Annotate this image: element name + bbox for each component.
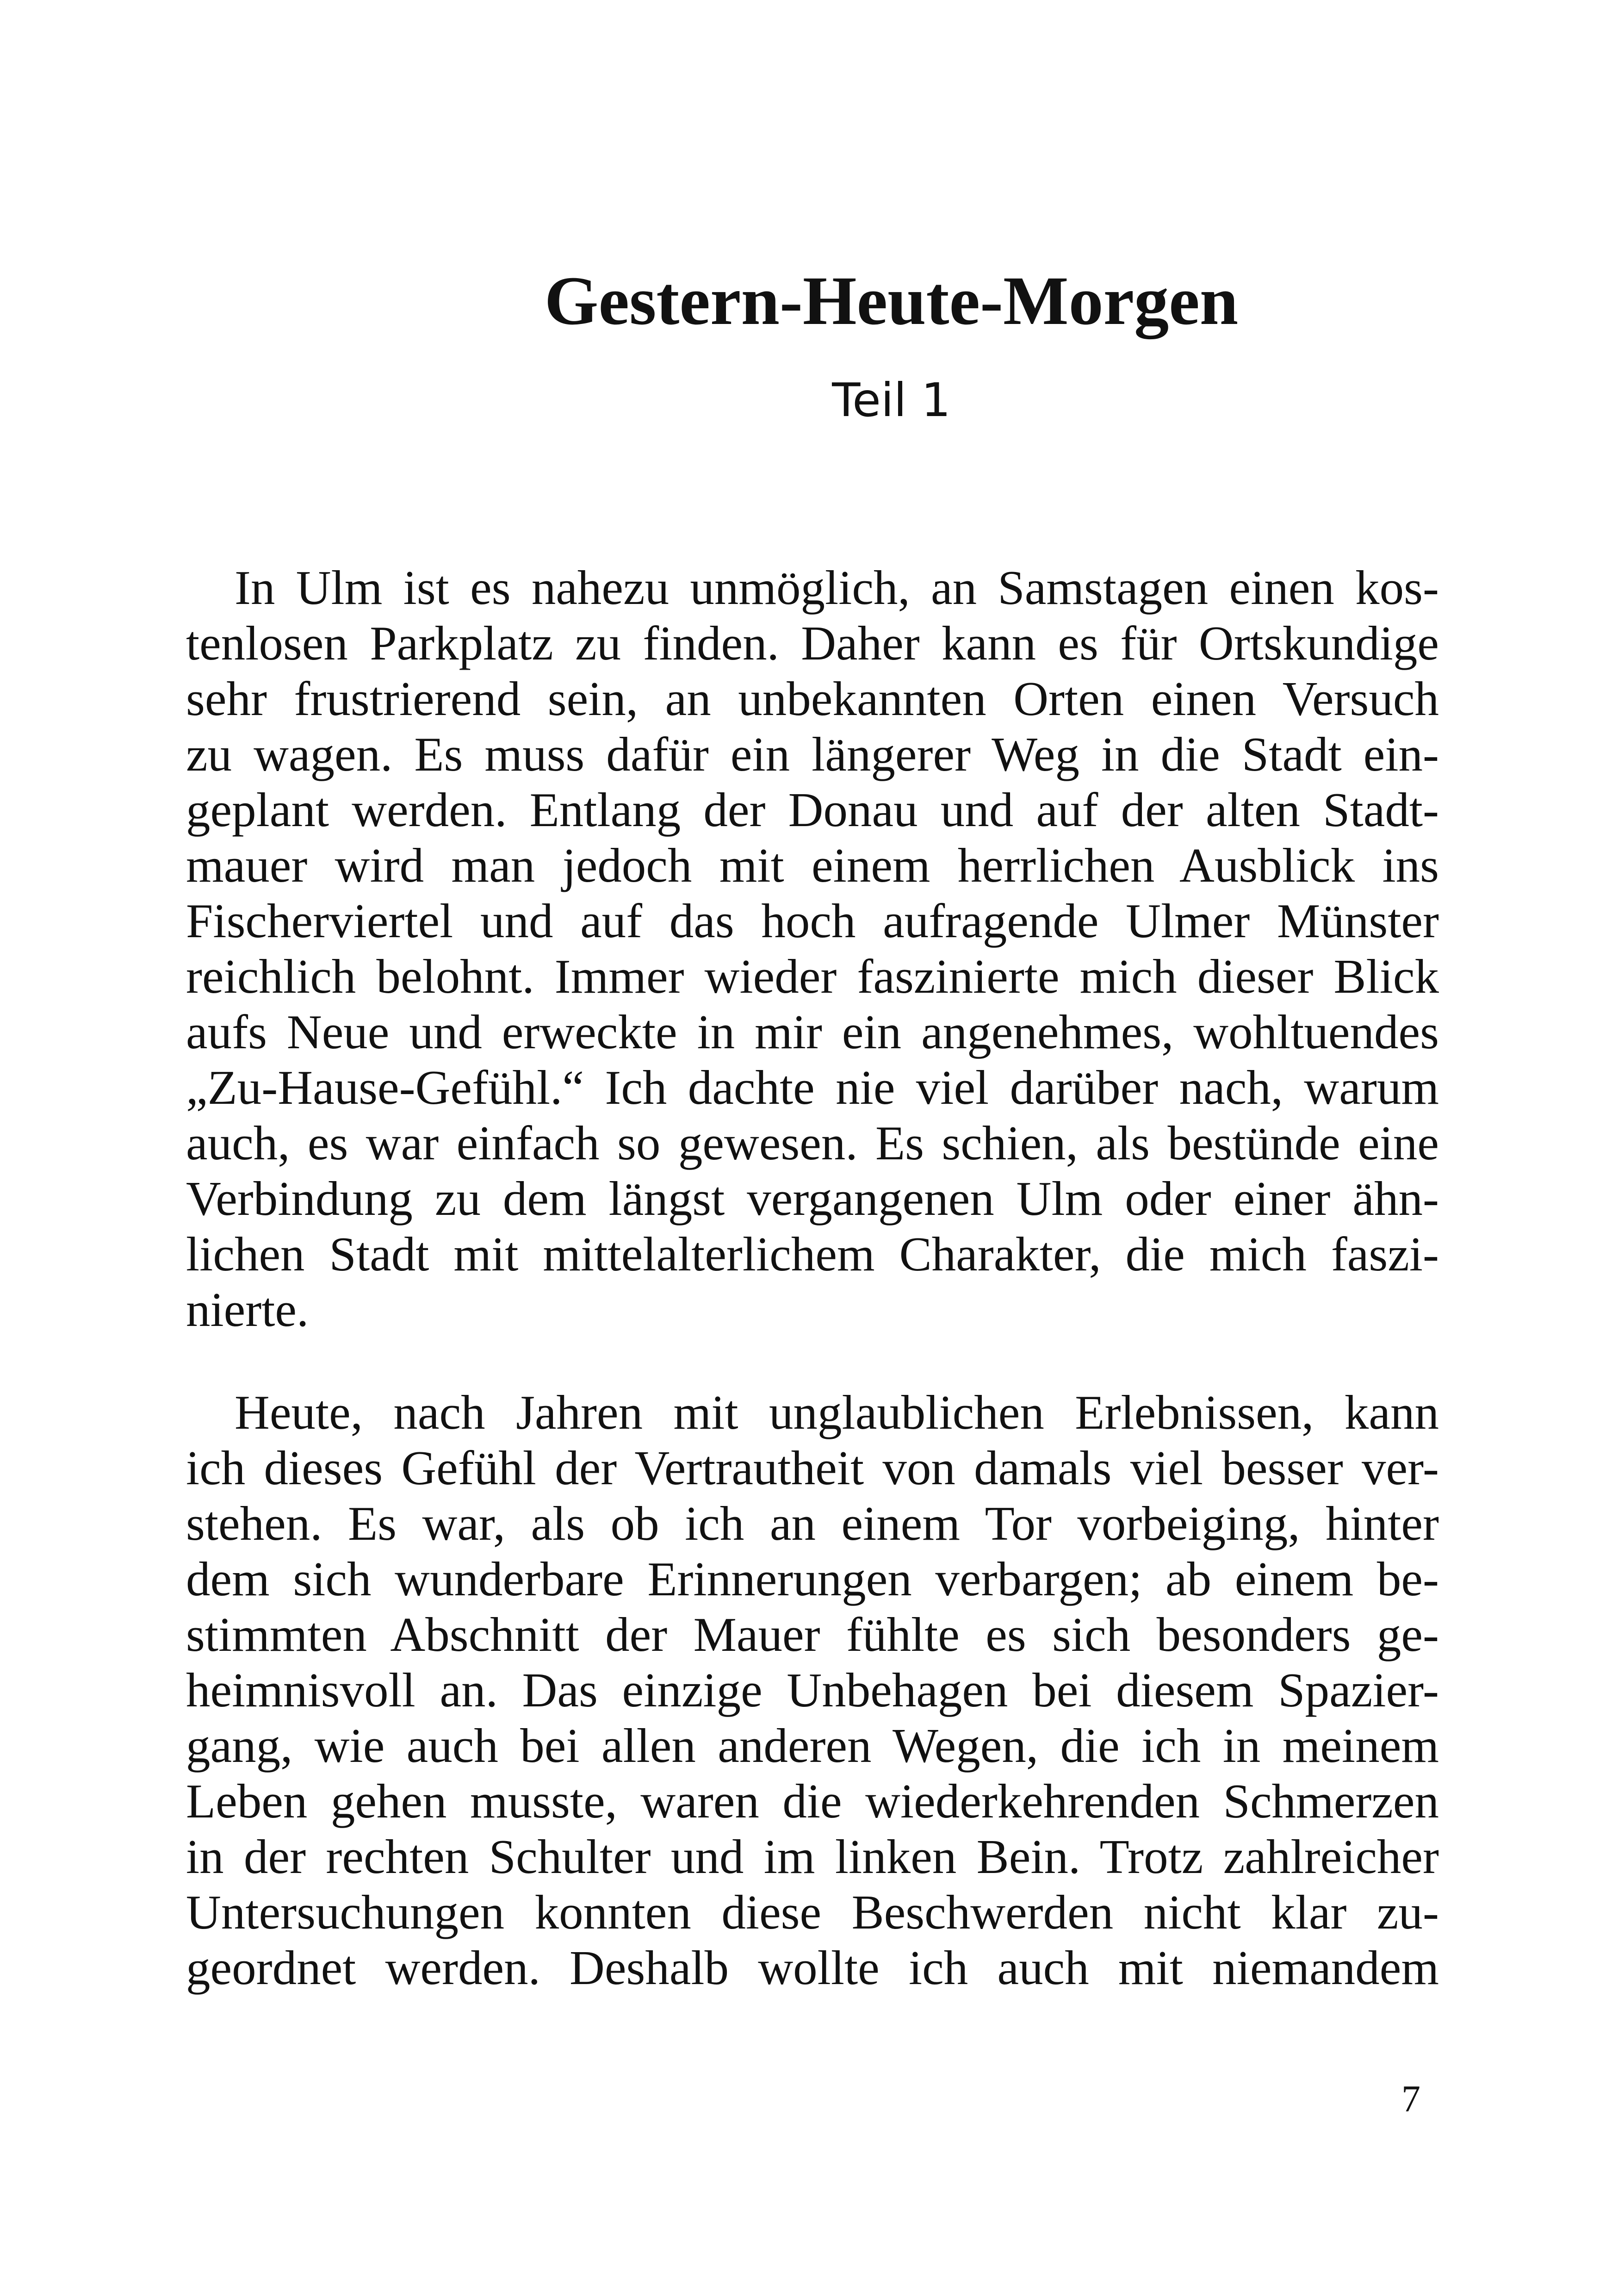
text-line: Leben gehen musste, waren die wiederkehrenden Schmerzen (186, 1774, 1439, 1828)
chapter-subtitle: Teil 1 (832, 373, 951, 427)
body-text (186, 560, 1439, 1996)
text-line: aufs Neue und erweckte in mir ein angenehmes, wohltuendes (186, 1005, 1439, 1059)
text-line: stimmten Abschnitt der Mauer fühlte es sich besonders ge- (186, 1607, 1439, 1661)
text-line: Heute, nach Jahren mit unglaublichen Erlebnissen, kann (235, 1385, 1439, 1439)
page-number: 7 (1401, 2078, 1420, 2120)
text-line: reichlich belohnt. Immer wieder faszinierte mich dieser Blick (186, 949, 1439, 1003)
text-line: nierte. (186, 1282, 309, 1337)
text-line: dem sich wunderbare Erinnerungen verbargen; ab einem be- (186, 1552, 1439, 1606)
text-line: „Zu-Hause-Gefühl.“ Ich dachte nie viel darüber nach, warum (186, 1060, 1439, 1114)
text-line: Fischerviertel und auf das hoch aufragende Ulmer Münster (186, 894, 1439, 948)
text-line: geplant werden. Entlang der Donau und auf der alten Stadt- (186, 783, 1439, 837)
text-line: Verbindung zu dem längst vergangenen Ulm oder einer ähn- (186, 1171, 1439, 1226)
text-line: tenlosen Parkplatz zu finden. Daher kann es für Ortskundige (186, 616, 1439, 670)
paragraph-2 (186, 1385, 1439, 1996)
text-line: stehen. Es war, als ob ich an einem Tor vorbeiging, hinter (186, 1496, 1439, 1550)
text-line: in der rechten Schulter und im linken Bein. Trotz zahlreicher (186, 1829, 1439, 1884)
text-line: ich dieses Gefühl der Vertrautheit von damals viel besser ver- (186, 1441, 1439, 1495)
chapter-title: Gestern-Heute-Morgen (544, 262, 1239, 339)
text-line: gang, wie auch bei allen anderen Wegen, die ich in meinem (186, 1718, 1439, 1773)
text-line: mauer wird man jedoch mit einem herrlichen Ausblick ins (186, 838, 1439, 892)
text-line: geordnet werden. Deshalb wollte ich auch mit niemandem (186, 1941, 1439, 1995)
text-line: lichen Stadt mit mittelalterlichem Charakter, die mich faszi- (186, 1227, 1439, 1281)
text-line: heimnisvoll an. Das einzige Unbehagen bei diesem Spazier- (186, 1663, 1439, 1717)
text-line: auch, es war einfach so gewesen. Es schien, als bestünde eine (186, 1116, 1439, 1170)
text-line: sehr frustrierend sein, an unbekannten Orten einen Versuch (186, 672, 1439, 726)
text-line: In Ulm ist es nahezu unmöglich, an Samstagen einen kos- (235, 560, 1439, 615)
text-line: Untersuchungen konnten diese Beschwerden nicht klar zu- (186, 1885, 1439, 1939)
text-line: zu wagen. Es muss dafür ein längerer Weg in die Stadt ein- (186, 727, 1439, 781)
paragraph-1 (186, 560, 1439, 1338)
